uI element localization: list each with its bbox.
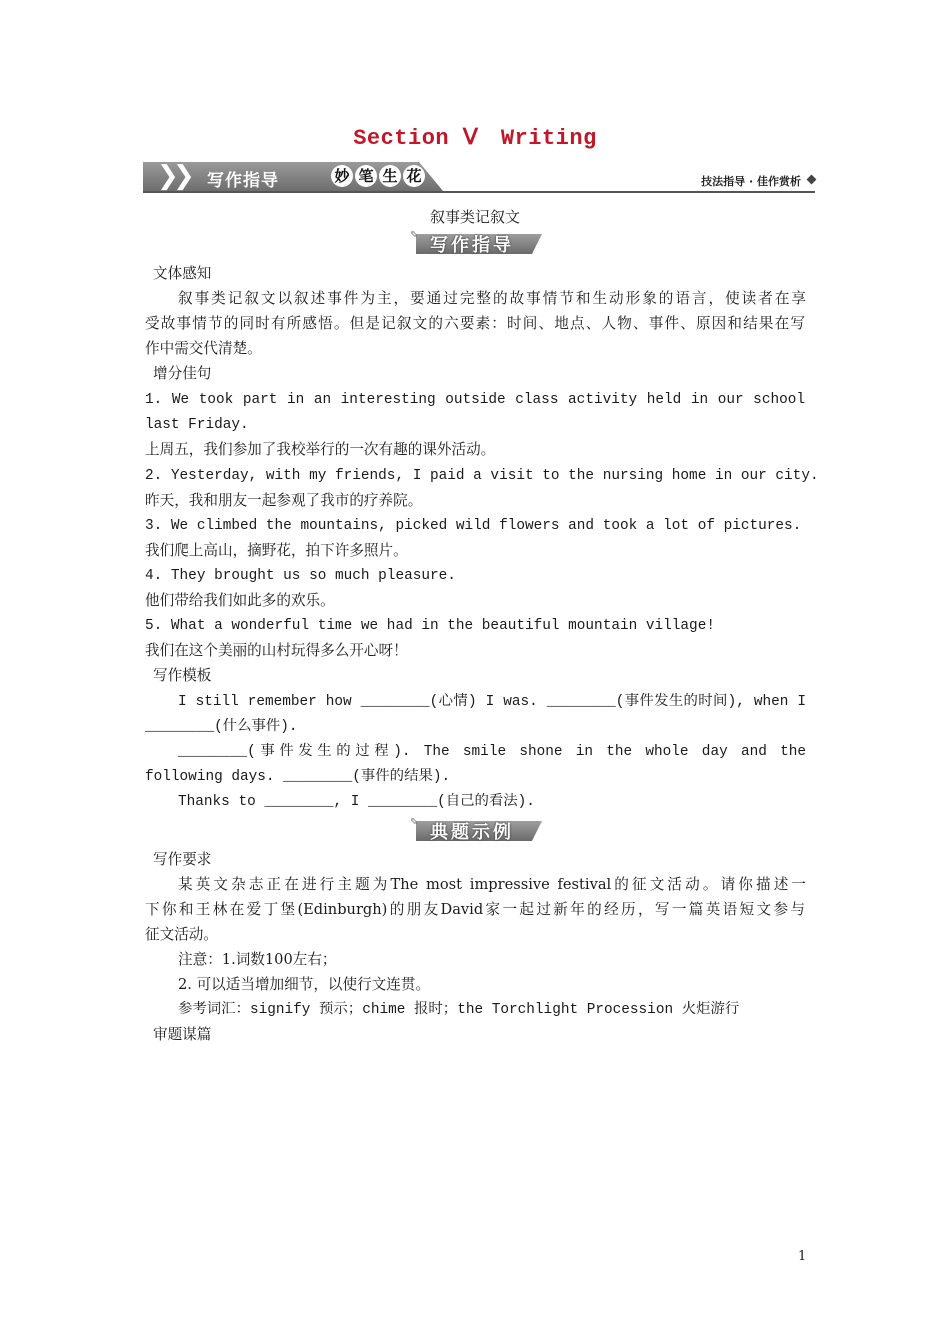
template-line: following days. ________(事件的结果). bbox=[145, 769, 451, 785]
sentence-zh: 我们在这个美丽的山村玩得多么开心呀！ bbox=[145, 642, 408, 659]
heading-template: 写作模板 bbox=[153, 667, 212, 684]
heading-requirements: 写作要求 bbox=[153, 851, 212, 868]
section-banner bbox=[143, 160, 815, 196]
pen-icon: ✎ bbox=[410, 230, 419, 241]
paragraph-line: 征文活动。 bbox=[145, 926, 218, 943]
diamond-icon bbox=[807, 175, 817, 185]
paragraph-line: 叙事类记叙文以叙述事件为主，要通过完整的故事情节和生动形象的语言，使读者在享 bbox=[178, 290, 806, 307]
banner-main-label: 写作指导 bbox=[207, 171, 279, 191]
subtitle: 叙事类记叙文 bbox=[429, 208, 520, 226]
sentence-zh: 昨天，我和朋友一起参观了我市的疗养院。 bbox=[145, 492, 423, 509]
section-header-label: 典题示例 bbox=[430, 822, 514, 843]
paragraph-line: 作中需交代清楚。 bbox=[145, 340, 262, 357]
page-number: 1 bbox=[798, 1249, 807, 1264]
note-line: 注意：1.词数100左右； bbox=[178, 951, 337, 968]
sentence-zh: 上周五，我们参加了我校举行的一次有趣的课外活动。 bbox=[145, 441, 496, 458]
banner-divider bbox=[143, 191, 815, 193]
template-line: ________(什么事件). bbox=[145, 719, 298, 735]
sentence-zh: 他们带给我们如此多的欢乐。 bbox=[145, 592, 335, 609]
sentence-en: 2. Yesterday, with my friends, I paid a visit to the nursing home in our city. bbox=[145, 468, 819, 484]
banner-sub-char: 生 bbox=[379, 165, 401, 187]
sentence-en: 4. They brought us so much pleasure. bbox=[145, 568, 456, 584]
sentence-en: 5. What a wonderful time we had in the beautiful mountain village! bbox=[145, 618, 715, 634]
section-header-writing-guide bbox=[410, 230, 540, 256]
note-line: 2. 可以适当增加细节，以使行文连贯。 bbox=[178, 976, 431, 993]
section-header-label: 写作指导 bbox=[430, 235, 514, 256]
vocab-line: 参考词汇：signify 预示；chime 报时；the Torchlight Procession 火炬游行 bbox=[178, 1002, 740, 1018]
banner-sub-char: 花 bbox=[403, 165, 425, 187]
chevron-right-icon: ❯ bbox=[157, 161, 179, 191]
banner-sub-label bbox=[323, 162, 433, 189]
banner-sub-char: 妙 bbox=[331, 165, 353, 187]
banner-right-label: 技法指导 · 佳作赏析 bbox=[701, 175, 801, 188]
banner-sub-char: 笔 bbox=[355, 165, 377, 187]
paragraph-line: 受故事情节的同时有所感悟。但是记叙文的六要素：时间、地点、人物、事件、原因和结果在写 bbox=[145, 315, 805, 332]
sentence-zh: 我们爬上高山，摘野花，拍下许多照片。 bbox=[145, 542, 408, 559]
sentence-en: 3. We climbed the mountains, picked wild flowers and took a lot of pictures. bbox=[145, 518, 802, 534]
paragraph-line: 某英文杂志正在进行主题为The most impressive festival的征文活动。请你描述一 bbox=[178, 876, 806, 893]
heading-sentences: 增分佳句 bbox=[153, 365, 212, 382]
paragraph-line: 下你和王林在爱丁堡(Edinburgh)的朋友David家一起过新年的经历，写一篇英语短文参与 bbox=[145, 901, 805, 918]
sentence-en: last Friday. bbox=[145, 417, 249, 433]
section-header-example bbox=[410, 817, 540, 843]
page-title: Section Ⅴ Writing bbox=[353, 126, 597, 151]
heading-planning: 审题谋篇 bbox=[153, 1026, 212, 1043]
sentence-en: 1. We took part in an interesting outside class activity held in our school bbox=[145, 392, 805, 408]
template-line: Thanks to ________, I ________(自己的看法). bbox=[178, 794, 535, 810]
template-line: I still remember how ________(心情) I was. ________(事件发生的时间), when I bbox=[178, 694, 806, 710]
heading-style: 文体感知 bbox=[153, 265, 212, 282]
chevron-right-icon: ❯ bbox=[173, 161, 195, 191]
template-line: ________(事件发生的过程). The smile shone in the whole day and the bbox=[178, 744, 806, 760]
pen-icon: ✎ bbox=[410, 817, 419, 828]
